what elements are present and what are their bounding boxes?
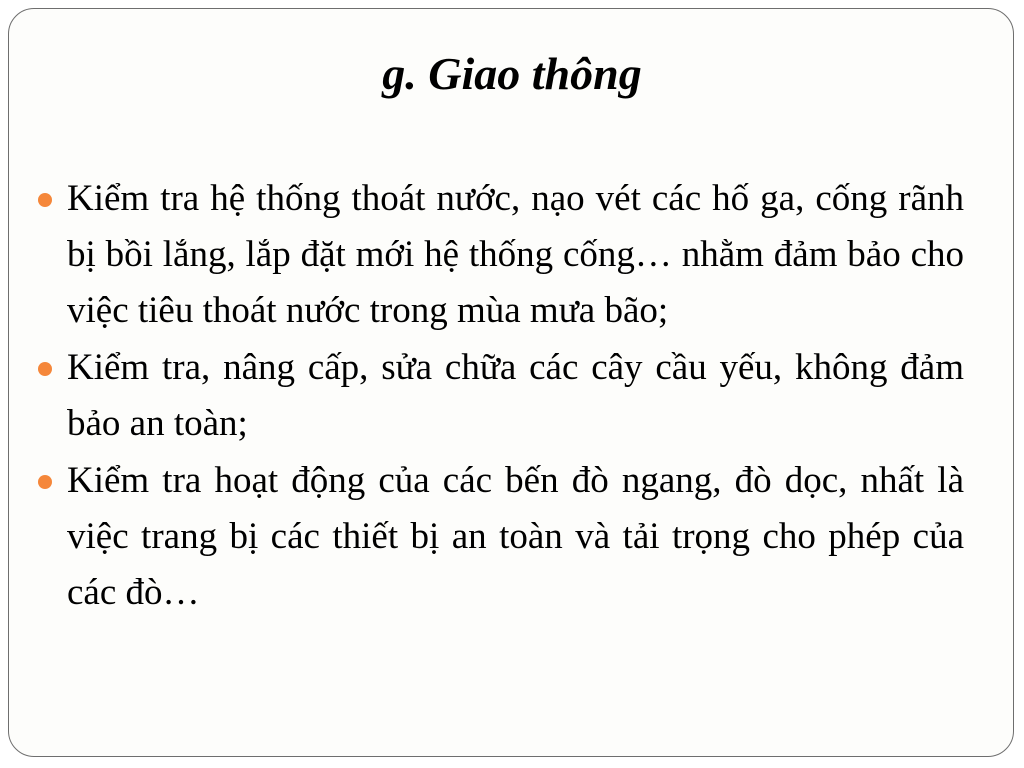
bullet-dot-icon [38, 193, 52, 207]
bullet-text: Kiểm tra hệ thống thoát nước, nạo vét các hố ga, cống rãnh bị bồi lắng, lắp đặt mới hệ thống cống… nhằm đảm bảo cho việc tiêu thoát nước trong mùa mưa bão; [67, 178, 964, 331]
bullet-dot-icon [38, 475, 52, 489]
bullet-dot-icon [38, 362, 52, 376]
bullet-text: Kiểm tra, nâng cấp, sửa chữa các cây cầu yếu, không đảm bảo an toàn; [67, 347, 964, 444]
bullet-item [38, 171, 964, 339]
bullet-item [38, 340, 964, 452]
bullet-list [38, 171, 964, 622]
slide-title: g. Giao thông [382, 48, 642, 99]
bullet-text: Kiểm tra hoạt động của các bến đò ngang, đò dọc, nhất là việc trang bị các thiết bị an toàn và tải trọng cho phép của các đò… [67, 460, 964, 613]
bullet-item [38, 453, 964, 621]
